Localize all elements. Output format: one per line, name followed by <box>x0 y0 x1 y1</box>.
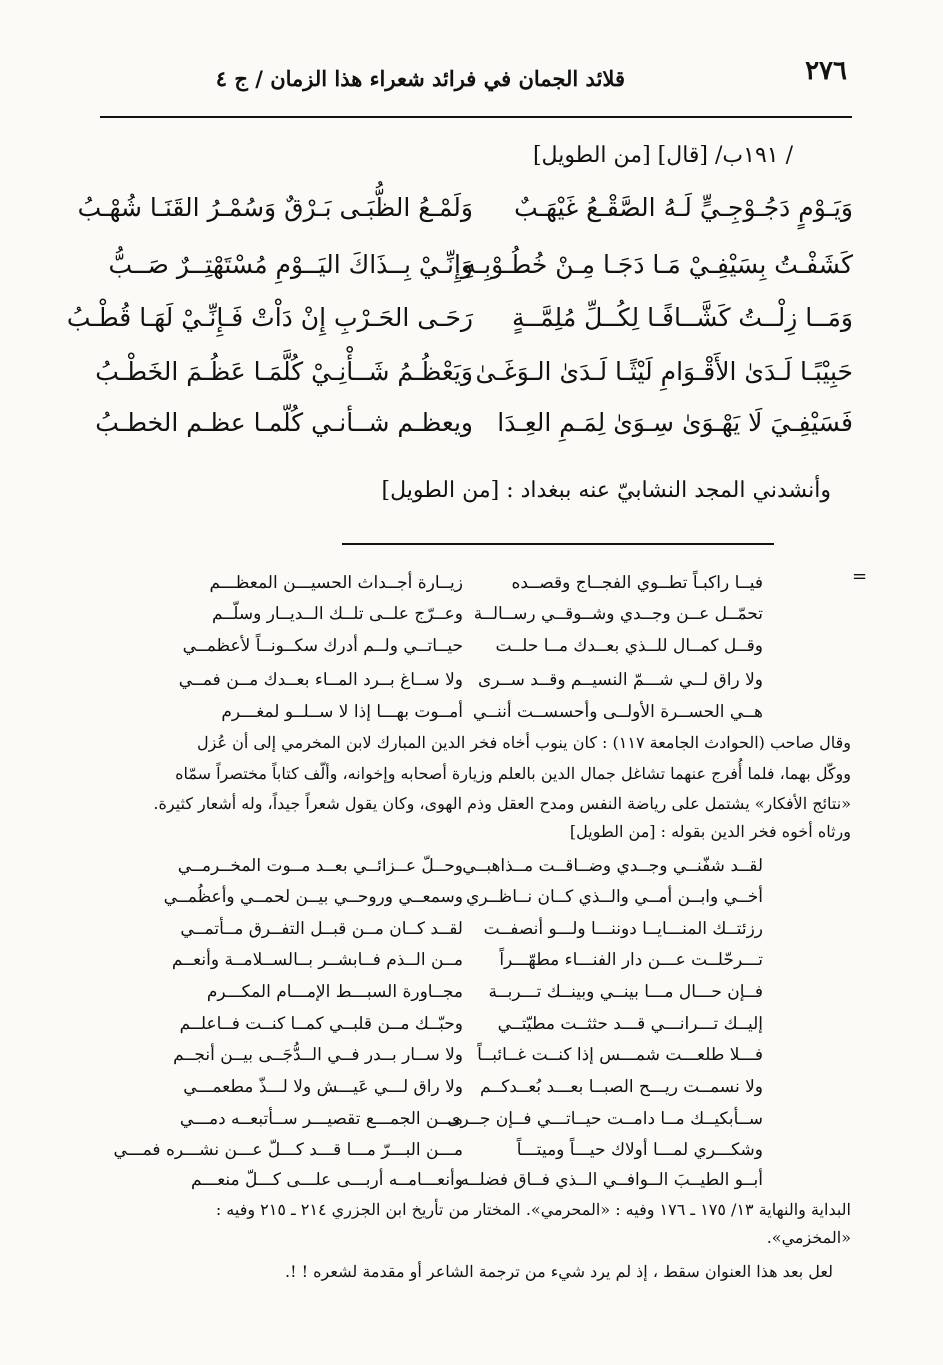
fn-verse-a1-right: فيــا راكبـاً تطــوي الفجــاج وقصــده <box>511 573 763 593</box>
footnote-continuation-mark: = <box>852 566 868 587</box>
poem-verse-1-right: وَيَـوْمٍ دَجُـوْجِـيٍّ لَـهُ الصَّقْـعُ غَيْهَـبٌ <box>514 193 853 222</box>
fn-verse-b11-left: وأنعـــامــه أربـــى علـــى كـــلّ منعـــم <box>190 1170 463 1190</box>
fn-verse-b9-left: مـــن الجمـــع تقصيـــر ســأتبعــه دمـــي <box>179 1109 463 1129</box>
poem-verse-1-left: وَلَمْـعُ الظُّبَـى بَـرْقٌ وَسُمْـرُ القَنَـا شُهْـبُ <box>77 193 473 222</box>
fn-verse-b8-left: ولا راق لـــي عَيـــش ولا لـــذّ مطعمـــي <box>183 1077 463 1097</box>
poem-verse-5-left: ويعظـم شــأنـي كُلّمـا عظـم الخطـبُ <box>95 408 473 437</box>
fn-verse-a3-right: وقــل كمــال للــذي بعــدك مــا حلــت <box>495 636 763 656</box>
fn-verse-a4-left: ولا ســاغ بــرد المــاء بعــدك مــن فمــي <box>178 670 463 690</box>
fn-verse-b2-left: وسمعــي وروحــي بيــن لحمــي وأعظُمــي <box>163 887 463 907</box>
fn-verse-b8-right: ولا نسمــت ريـــح الصبــا بعـــد بُعــدكــم <box>479 1077 763 1097</box>
fn-verse-b6-left: وحبّــك مــن قلبــي كمــا كنــت فــاعلــم <box>179 1014 463 1034</box>
poem-verse-4-right: حَبِيْبًـا لَـدَىٰ الأَقْـوَامِ لَيْثًـا لَـدَىٰ الـوَغَـىٰ <box>475 357 853 386</box>
fn-editor-note: لعل بعد هذا العنوان سقط ، إذ لم يرد شيء من ترجمة الشاعر أو مقدمة لشعره ! !. <box>285 1262 833 1281</box>
footnote-separator <box>342 543 774 545</box>
header-rule <box>100 116 852 118</box>
fn-verse-b1-left: وحــلّ عــزائــي بعــد مــوت المخــرمــي <box>177 856 463 876</box>
fn-prose-line-2: ووكّل بهما، فلما أُفرج عنهما تشاغل جمال الدين بالعلم وزيارة أصحابه وإخوانه، وألّف كتاباً مختصراً سمّاه <box>175 764 851 783</box>
fn-verse-b2-right: أخــي وابــن أمــي والــذي كــان نــاظــري <box>466 887 763 907</box>
fn-prose-line-1: وقال صاحب (الحوادث الجامعة ١١٧) : كان ينوب أخاه فخر الدين المبارك لابن المخرمي إلى أن عُزل <box>197 733 851 752</box>
fn-prose-line-4: ورثاه أخوه فخر الدين بقوله : [من الطويل] <box>569 822 851 841</box>
fn-verse-b5-left: مجــاورة السبـــط الإمـــام المكـــرم <box>206 982 463 1002</box>
fn-verse-b10-left: مـــن البـــرّ مـــا قـــد كـــلّ عـــن نشـــره فمـــي <box>113 1140 463 1160</box>
fn-verse-a5-left: أمــوت بهـــا إذا لا ســلــو لمغـــرم <box>221 702 463 722</box>
fn-verse-a5-right: هــي الحســرة الأولــى وأحسســت أننــي <box>472 702 763 722</box>
fn-verse-b7-left: ولا ســار بــدر فــي الــدُّجَــى بيــن أنجــم <box>173 1045 463 1065</box>
fn-verse-a4-right: ولا راق لــي شـــمّ النسيــم وقــد ســرى <box>478 670 763 690</box>
poem-verse-3-right: وَمَــا زِلْــتُ كَشَّــافًـا لِكُــلِّ مُلِمَّــةٍ <box>512 303 853 332</box>
fn-sources-line-2: «المخزمي». <box>766 1228 851 1247</box>
fn-verse-b4-right: تـــرحّلــت عـــن دار الفنـــاء مطهّـــراً <box>499 950 763 970</box>
fn-verse-a2-left: وعــرّج علــى تلــك الــديــار وسلّــم <box>211 604 463 624</box>
fn-verse-a2-right: تحمّــل عــن وجــدي وشــوقــي رســالــة <box>473 604 763 624</box>
fn-verse-b7-right: فـــلا طلعـــت شمـــس إذا كنــت غــائبــاً <box>477 1045 763 1065</box>
fn-verse-b11-right: أبــو الطيــبَ الــوافــي الــذي فــاق فضلــه <box>460 1170 763 1190</box>
poem-verse-2-right: كَشَفْـتُ بِسَيْفِـيْ مَـا دَجَـا مِـنْ خُطُـوْبِـهِ <box>463 250 853 279</box>
next-poem-intro: وأنشدني المجد النشابيّ عنه ببغداد : [من الطويل] <box>381 478 831 503</box>
poem-verse-4-left: وَيَعْظُـمُ شَــأْنِـيْ كُلَّمَـا عَظُـمَ الخَطْـبُ <box>95 357 473 386</box>
poem-verse-3-left: رَحَـى الحَـرْبِ إِنْ دَاْتْ فَـإِنِّـيْ لَهَـا قُطْـبُ <box>66 303 473 332</box>
fn-verse-b1-right: لقــد شفّنــي وجــدي وضــاقــت مــذاهبــي <box>462 856 763 876</box>
poem-verse-2-left: وَإِنِّـيْ بِــذَاكَ اليَــوْمِ مُسْتَهْتِــرٌ صَــبُّ <box>108 250 473 279</box>
fn-verse-b3-right: رزئتــك المنـــايــا دوننـــا ولـــو أنصفــت <box>483 919 763 939</box>
fn-verse-b4-left: مــن الــذم فــابشــر بــالســلامــة وأنعــم <box>171 950 463 970</box>
poem-verse-5-right: فَسَيْفِـيَ لَا يَهْـوَىٰ سِـوَىٰ لِمَـمِ العِـدَا <box>497 408 853 437</box>
fn-verse-b3-left: لقــد كــان مــن قبــل التفــرق مــأتمــي <box>180 919 463 939</box>
fn-prose-line-3: «نتائج الأفكار» يشتمل على رياضة النفس ومدح العقل وذم الهوى، وكان يقول شعراً جيداً، وله أشعار كثيرة. <box>153 794 851 813</box>
page-number: ٢٧٦ <box>805 56 847 86</box>
fn-verse-b5-right: فــإن حـــال مـــا بينــي وبينــك تـــربــة <box>488 982 763 1002</box>
fn-verse-a1-left: زيــارة أجــداث الحسيـــن المعظـــم <box>209 573 463 593</box>
fn-verse-b10-right: وشكـــري لمـــا أولاك حيـــاً وميتـــاً <box>516 1140 763 1160</box>
fn-sources-line-1: البداية والنهاية ١٣/ ١٧٥ ـ ١٧٦ وفيه : «المحرمي». المختار من تأريخ ابن الجزري ٢١٤ ـ ٢١٥ وفيه : <box>215 1200 851 1219</box>
manuscript-marker: / ١٩١ب/ [قال] [من الطويل] <box>532 143 793 168</box>
running-title: قلائد الجمان في فرائد شعراء هذا الزمان / ج ٤ <box>215 66 625 91</box>
fn-verse-b6-right: إليــك تـــرانـــي قـــد حثثــت مطيّتــي <box>497 1014 763 1034</box>
fn-verse-a3-left: حيــاتــي ولــم أدرك سكــونــاً لأعظمــي <box>182 636 463 656</box>
fn-verse-b9-right: ســأبكيــك مــا دامــت حيــاتـــي فــإن جــرى <box>447 1109 763 1129</box>
